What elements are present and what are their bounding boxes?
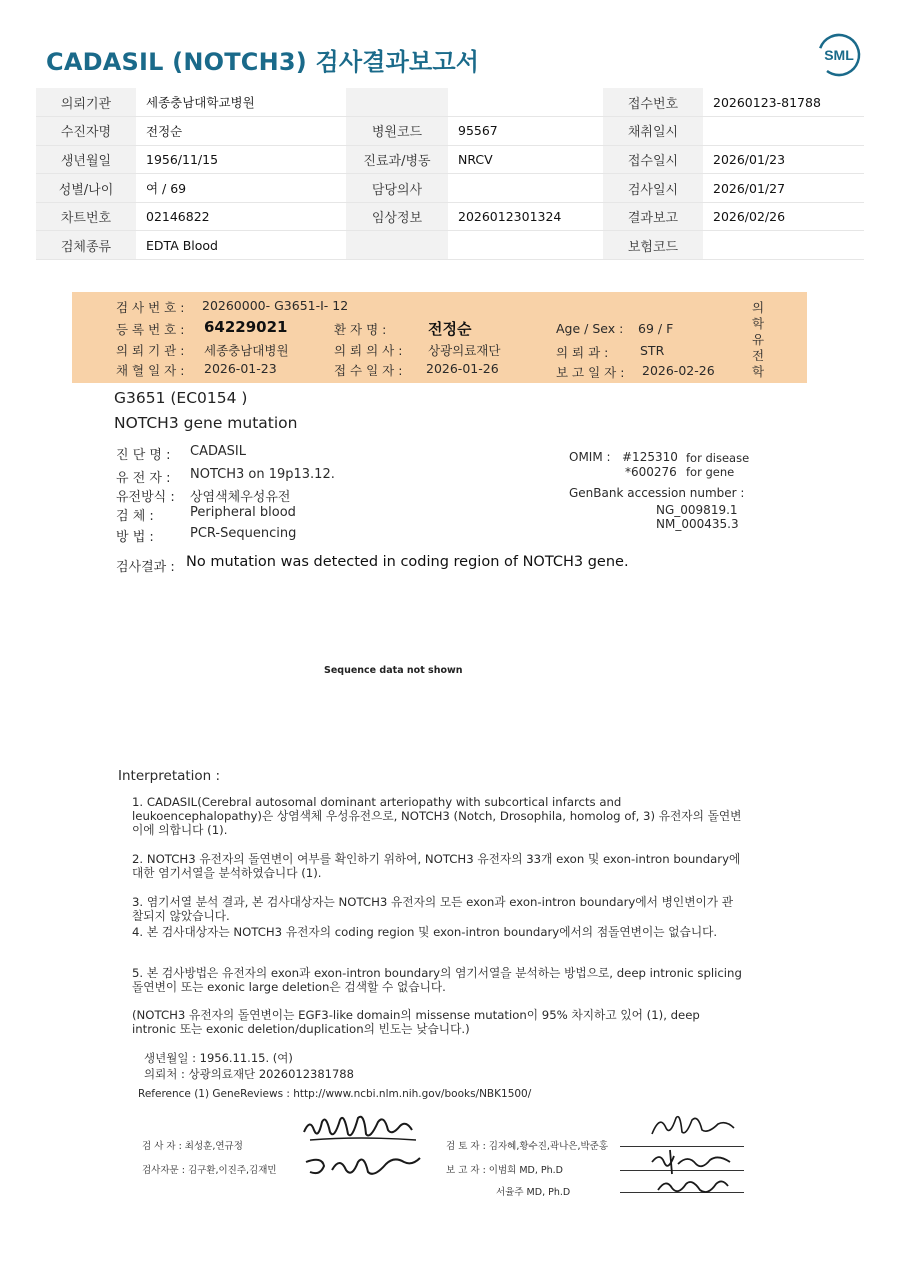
info-label: 임상정보 [346,202,448,231]
info-label: 담당의사 [346,174,448,203]
info-label: 차트번호 [36,202,136,231]
reviewer: 검 토 자 : 김자혜,황수진,곽나은,박준홍 [446,1141,608,1152]
inheritance: 상염색체우성유전 [190,490,291,505]
advisor-signature [302,1150,422,1180]
info-row [36,88,864,117]
method: PCR-Sequencing [190,526,297,541]
patient-name: 전정순 [428,320,472,338]
info-label: 수진자명 [36,117,136,146]
patient-info-table [36,88,864,260]
report-date-label: 보 고 일 자 : [556,365,625,380]
info-label: 병원코드 [346,117,448,146]
info-label [346,88,448,117]
tester-signature [300,1110,420,1146]
omim-disease: #125310 [622,450,678,464]
info-value: 전정순 [136,117,346,146]
diagnosis: CADASIL [190,444,246,459]
dept-vertical-label: 의학유전학 [751,300,765,379]
svg-text:SML: SML [824,47,854,63]
method-label: 방 법 : [116,530,154,545]
info-value: 2026/01/23 [703,145,864,174]
test-code: G3651 (EC0154 ) [114,389,248,407]
age-sex: 69 / F [638,321,674,336]
test-no: 20260000- G3651-I- 12 [202,298,349,313]
info-label: 채취일시 [603,117,703,146]
info-value: 2026012301324 [448,202,603,231]
reporter-2: 서율주 MD, Ph.D [496,1187,571,1198]
interpretation-3: 3. 염기서열 분석 결과, 본 검사대상자는 NOTCH3 유전자의 모든 exon과 exon-intron boundary에서 병인변이가 관찰되지 않았습니다. [132,895,734,924]
interpretation-5: 5. 본 검사방법은 유전자의 exon과 exon-intron boundary의 염기서열을 분석하는 방법으로, deep intronic splicing 돌연변이 또는 exonic large deletion은 검색할 수 없습니다. [132,966,742,995]
gene-label: 유 전 자 : [116,471,171,486]
info-label: 의뢰기관 [36,88,136,117]
reference: Reference (1) GeneReviews : http://www.ncbi.nlm.nih.gov/books/NBK1500/ [138,1088,532,1100]
reviewer-signature [646,1110,736,1140]
report-date: 2026-02-26 [642,363,715,378]
test-no-label: 검 사 번 호 : [116,300,185,315]
inheritance-label: 유전방식 : [116,490,175,505]
result-label: 검사결과 : [116,560,175,575]
diag-label: 진 단 명 : [116,448,171,463]
info-label: 결과보고 [603,202,703,231]
age-sex-label: Age / Sex : [556,321,624,336]
interpretation-title: Interpretation : [118,768,221,784]
collect-label: 채 혈 일 자 : [116,363,185,378]
interpretation-1: 1. CADASIL(Cerebral autosomal dominant arteriopathy with subcortical infarcts and leukoencephalopathy)은 상염색체 우성유전으로, NOTCH3 (Notch, Drosophila, homolog of, 3) 유전자의 돌연변이에 의합니다 (1). [132,795,742,838]
requester-line: 의뢰처 : 상광의료재단 2026012381788 [144,1067,354,1081]
info-value: 세종충남대학교병원 [136,88,346,117]
test-name: NOTCH3 gene mutation [114,414,298,432]
info-value: 02146822 [136,202,346,231]
sml-logo [816,32,862,78]
req-doc: 상광의료재단 [428,343,501,358]
receive-date: 2026-01-26 [426,361,499,376]
dept-label: 의 뢰 과 : [556,345,609,360]
specimen-label: 검 체 : [116,509,154,524]
birth-line: 생년월일 : 1956.11.15. (여) [144,1051,293,1065]
genbank-ng: NG_009819.1 [656,503,738,517]
info-value: 2026/02/26 [703,202,864,231]
info-value [448,88,603,117]
info-value: 여 / 69 [136,174,346,203]
req-inst: 세종충남대병원 [204,343,289,358]
info-value: EDTA Blood [136,231,346,260]
info-row [36,145,864,174]
info-row [36,117,864,146]
info-value [448,231,603,260]
collect-date: 2026-01-23 [204,361,277,376]
info-row [36,174,864,203]
info-label: 성별/나이 [36,174,136,203]
omim-disease-note: for disease [686,451,750,465]
info-label [346,231,448,260]
reporter: 보 고 자 : 이범희 MD, Ph.D [446,1165,563,1176]
tester-advisor: 검사자문 : 김구환,이진주,김재민 [142,1165,277,1176]
sequence-note: Sequence data not shown [324,665,463,676]
gene: NOTCH3 on 19p13.12. [190,467,335,482]
genbank-nm: NM_000435.3 [656,517,739,531]
info-value: 95567 [448,117,603,146]
reg-no-label: 등 록 번 호 : [116,322,185,337]
report-title: CADASIL (NOTCH3) 검사결과보고서 [46,48,480,76]
reporter-2-signature [652,1172,732,1198]
specimen: Peripheral blood [190,505,296,520]
info-label: 생년월일 [36,145,136,174]
genbank-label: GenBank accession number : [569,486,745,500]
info-value: 1956/11/15 [136,145,346,174]
req-inst-label: 의 뢰 기 관 : [116,343,185,358]
info-value [448,174,603,203]
info-label: 보험코드 [603,231,703,260]
req-doc-label: 의 뢰 의 사 : [334,343,403,358]
patient-label: 환 자 명 : [334,322,387,337]
omim-label: OMIM : [569,450,611,464]
scanned-report [72,292,808,1217]
info-row [36,202,864,231]
omim-gene-note: for gene [686,465,735,479]
info-label: 검사일시 [603,174,703,203]
omim-gene: *600276 [625,465,677,479]
interpretation-2: 2. NOTCH3 유전자의 돌연변이 여부를 확인하기 위하여, NOTCH3 유전자의 33개 exon 및 exon-intron boundary에 대한 염기서열을 분석하였습니다 (1). [132,852,741,881]
dept: STR [640,343,665,358]
receive-label: 접 수 일 자 : [334,363,403,378]
result-text: No mutation was detected in coding region of NOTCH3 gene. [186,554,629,570]
info-label: 진료과/병동 [346,145,448,174]
info-value: 2026/01/27 [703,174,864,203]
info-value: NRCV [448,145,603,174]
info-row [36,231,864,260]
info-value [703,231,864,260]
info-label: 접수번호 [603,88,703,117]
interpretation-note: (NOTCH3 유전자의 돌연변이는 EGF3-like domain의 missense mutation이 95% 차지하고 있어 (1), deep intronic 또는 exonic deletion/duplication의 빈도는 낮습니다.) [132,1008,700,1037]
interpretation-4: 4. 본 검사대상자는 NOTCH3 유전자의 coding region 및 exon-intron boundary에서의 점돌연변이는 없습니다. [132,925,718,939]
info-label: 검체종류 [36,231,136,260]
tester: 검 사 자 : 최성훈,연규정 [142,1141,243,1152]
info-value: 20260123-81788 [703,88,864,117]
info-label: 접수일시 [603,145,703,174]
info-value [703,117,864,146]
reg-no: 64229021 [204,318,288,336]
